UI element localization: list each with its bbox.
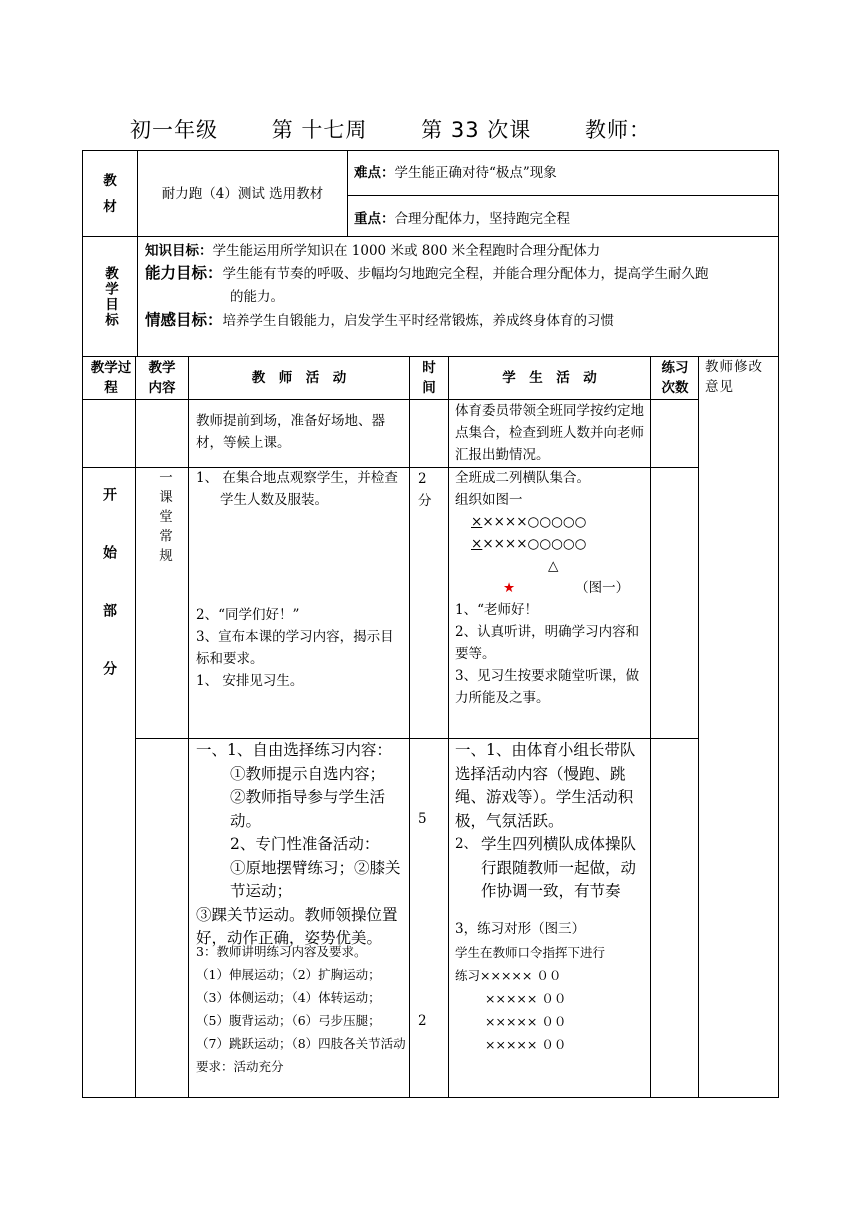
section-start-label: 开始部分 bbox=[101, 487, 117, 719]
header-process: 教学过程 bbox=[90, 360, 132, 396]
warmup-teacher-4: 2、专门性准备活动： bbox=[230, 835, 380, 853]
warmup-teacher-6: ③踝关节运动。教师领操位置好，动作正确，姿势优美。 bbox=[196, 905, 398, 947]
warmup-student-1: 一、1、由体育小组长带队选择活动内容（慢跑、跳绳、游戏等）。学生活动积极，气氛活跃。 bbox=[455, 741, 636, 830]
warmup-student-4: 学生在教师口令指挥下进行 bbox=[455, 945, 606, 960]
ability-text-1: 学生能有节奏的呼吸、步幅均匀地跑完全程，并能合理分配体力，提高学生耐久跑 bbox=[222, 266, 709, 282]
routine-student bbox=[455, 467, 649, 709]
knowledge-text: 学生能运用所学知识在 1000 米或 800 米全程跑时合理分配体力 bbox=[212, 243, 601, 259]
content-routine-label: 一课堂常规 bbox=[156, 470, 172, 568]
formation-triangle: △ bbox=[548, 558, 559, 574]
emotion-label: 情感目标： bbox=[145, 311, 223, 329]
difficulty-text: 学生能正确对待“极点”现象 bbox=[394, 165, 557, 181]
warmup-teacher-small bbox=[196, 940, 408, 1078]
formation-row-1: ×××××○○○○○ bbox=[471, 514, 587, 530]
warmup-teacher-12: 要求：活动充分 bbox=[196, 1059, 284, 1074]
header-student-activity: 学 生 活 动 bbox=[502, 370, 597, 386]
teacher-label: 教师： bbox=[584, 118, 651, 142]
difficulty-label: 难点： bbox=[354, 165, 395, 181]
emotion-text: 培养学生自锻能力，启发学生平时经常锻炼，养成终身体育的习惯 bbox=[222, 313, 615, 329]
key-point bbox=[348, 206, 778, 232]
warmup-student-2-row bbox=[455, 833, 649, 904]
drill-row-1: 练习××××× ００ bbox=[455, 968, 562, 983]
knowledge-goal bbox=[145, 240, 777, 262]
warmup-teacher-8: （1）伸展运动；（2）扩胸运动； bbox=[196, 967, 381, 982]
drill-row-2: ××××× ００ bbox=[485, 991, 567, 1006]
routine-student-4: 2、认真听讲，明确学习内容和要等。 bbox=[455, 624, 640, 662]
routine-teacher-1: 1、 在集合地点观察学生，并检查学生人数及服装。 bbox=[196, 470, 398, 508]
header-time: 时间 bbox=[422, 360, 436, 396]
goals-label: 教学目标 bbox=[102, 265, 118, 328]
lesson-number: 第 33 次课 bbox=[421, 118, 532, 142]
drill-row-4: ××××× ００ bbox=[485, 1037, 567, 1052]
routine-time: 2 分 bbox=[418, 471, 432, 509]
warmup-time-2: 2 bbox=[418, 1013, 427, 1029]
warmup-student bbox=[455, 739, 649, 904]
key-label: 重点： bbox=[354, 211, 395, 227]
routine-teacher-2: 2、“同学们好！” bbox=[196, 607, 300, 623]
warmup-student-small bbox=[455, 918, 649, 1056]
formation-star-row bbox=[455, 577, 649, 599]
warmup-student-2: 学生四列横队成体操队行跟随教师一起做，动作协调一致，有节奏 bbox=[481, 835, 637, 900]
header-reps: 练习次数 bbox=[661, 360, 689, 396]
routine-teacher-2-4 bbox=[196, 604, 406, 692]
pre-teacher-text: 教师提前到场，准备好场地、器材，等候上课。 bbox=[196, 413, 385, 451]
material-label: 教 材 bbox=[103, 172, 117, 215]
difficulty bbox=[348, 160, 778, 186]
warmup-student-2-num: 2、 bbox=[455, 836, 478, 852]
warmup-teacher-1: 一、1、自由选择练习内容： bbox=[196, 741, 392, 759]
warmup-teacher-11: （7）跳跃运动；（8）四肢各关节活动 bbox=[196, 1036, 406, 1051]
routine-student-3: 1、“老师好！ bbox=[455, 602, 538, 618]
drill-row-3: ××××× ００ bbox=[485, 1014, 567, 1029]
knowledge-label: 知识目标： bbox=[145, 243, 213, 259]
ability-label: 能力目标： bbox=[145, 264, 223, 282]
star-icon: ★ bbox=[503, 580, 516, 596]
material-text: 耐力跑（4）测试 选用教材 bbox=[161, 185, 324, 202]
routine-teacher-3: 3、宣布本课的学习内容，揭示目标和要求。 bbox=[196, 629, 394, 667]
emotion-goal bbox=[145, 309, 777, 333]
header-revision: 教师修改意见 bbox=[705, 359, 763, 395]
warmup-student-3: 3，练习对形（图三） bbox=[455, 921, 586, 937]
pre-student-text: 体育委员带领全班同学按约定地点集合，检查到班人数并向老师汇报出勤情况。 bbox=[455, 403, 644, 463]
warmup-teacher bbox=[196, 739, 406, 951]
key-text: 合理分配体力，坚持跑完全程 bbox=[394, 211, 570, 227]
warmup-teacher-5: ①原地摆臂练习；②膝关节运动； bbox=[230, 858, 401, 900]
ability-text-2: 的能力。 bbox=[230, 289, 284, 305]
routine-teacher-4: 1、 安排见习生。 bbox=[196, 673, 304, 689]
lesson-title bbox=[130, 114, 651, 144]
warmup-teacher-2: ①教师提示自选内容； bbox=[230, 764, 386, 783]
header-teacher-activity: 教 师 活 动 bbox=[251, 370, 347, 386]
routine-student-2: 组织如图一 bbox=[455, 492, 523, 508]
goals-text bbox=[145, 240, 777, 333]
warmup-time-1: 5 bbox=[418, 811, 427, 827]
formation-row-2: ×××××○○○○○ bbox=[471, 536, 587, 552]
ability-goal bbox=[145, 262, 777, 286]
routine-student-1: 全班成二列横队集合。 bbox=[455, 470, 590, 486]
header-content: 教学内容 bbox=[148, 360, 176, 396]
week: 第 十七周 bbox=[271, 118, 368, 142]
routine-student-5: 3、见习生按要求随堂听课，做力所能及之事。 bbox=[455, 668, 640, 706]
formation-caption: （图一） bbox=[575, 580, 630, 596]
warmup-teacher-10: （5）腹背运动；（6）弓步压腿； bbox=[196, 1013, 381, 1028]
warmup-teacher-9: （3）体侧运动；（4）体转运动； bbox=[196, 990, 381, 1005]
grade: 初一年级 bbox=[130, 118, 218, 142]
warmup-teacher-3: ②教师指导参与学生活动。 bbox=[230, 788, 386, 830]
warmup-teacher-7: 3：教师讲明练习内容及要求。 bbox=[196, 944, 367, 959]
